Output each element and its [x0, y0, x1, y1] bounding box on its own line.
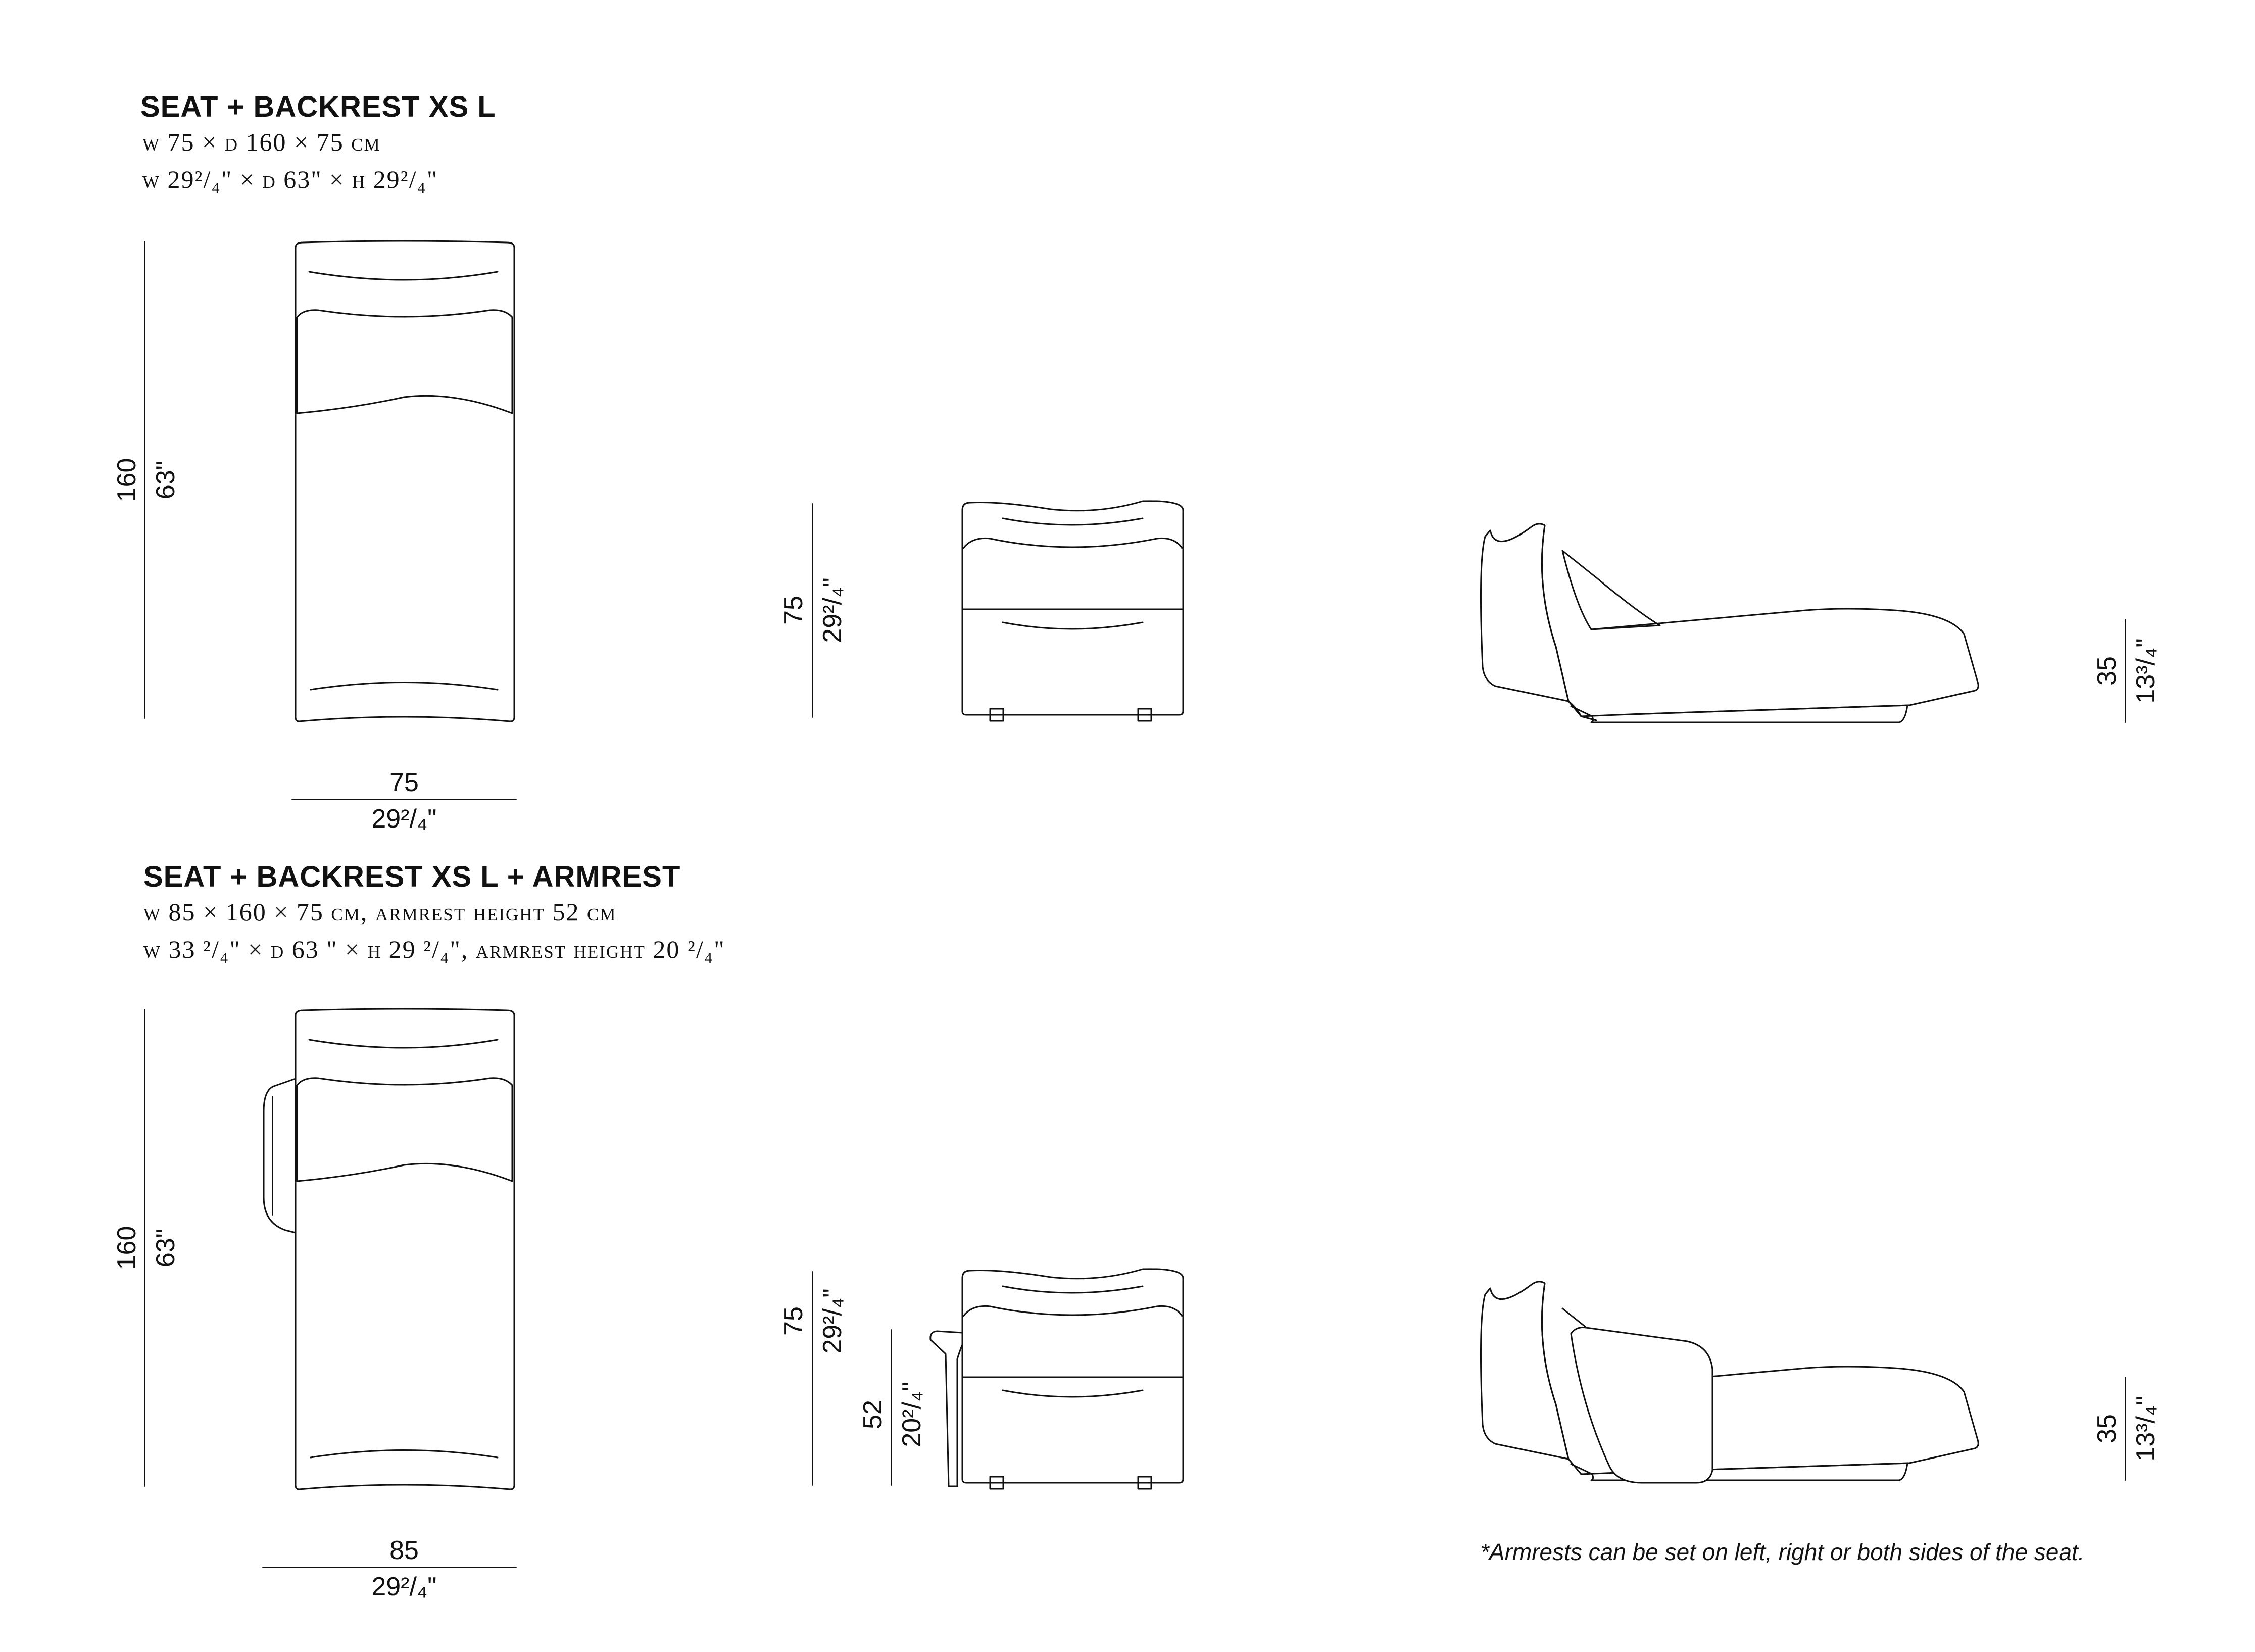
section1-spec-imperial: w 29²/₄" × d 63" × h 29²/₄" — [142, 165, 438, 193]
s2-top-depth-in: 63" — [151, 1228, 180, 1268]
s1-front-height-in: 29²/₄" — [818, 577, 847, 643]
section2-title: SEAT + BACKREST XS L + ARMREST — [143, 860, 681, 893]
s2-front-view — [930, 1269, 1183, 1489]
s1-top-depth-in: 63" — [151, 460, 180, 500]
s1-side-height-cm: 35 — [2092, 656, 2122, 686]
s2-top-width-cm: 85 — [389, 1536, 419, 1565]
s2-top-view — [264, 1009, 514, 1489]
section2-spec-metric: w 85 × 160 × 75 cm, armrest height 52 cm — [143, 898, 617, 926]
s2-front-height-in: 29²/₄" — [818, 1288, 847, 1354]
s1-front-view — [962, 501, 1183, 721]
section1-title: SEAT + BACKREST XS L — [140, 90, 496, 123]
section1-spec-metric: w 75 × d 160 × 75 cm — [142, 128, 381, 156]
s2-front-height-cm: 75 — [779, 1306, 808, 1336]
s1-side-height-in: 13³/₄" — [2131, 638, 2161, 704]
s2-armrest-height-cm: 52 — [858, 1400, 888, 1429]
s1-top-depth-cm: 160 — [112, 458, 141, 502]
s2-side-view — [1481, 1282, 1978, 1483]
s2-top-depth-cm: 160 — [112, 1226, 141, 1270]
s2-armrest-height-in: 20²/₄" — [897, 1382, 926, 1447]
section2-spec-imperial: w 33 ²/₄" × d 63 " × h 29 ²/₄", armrest height 20 ²/₄" — [143, 935, 725, 963]
s1-front-height-cm: 75 — [779, 596, 808, 625]
s2-side-height-cm: 35 — [2092, 1414, 2122, 1443]
s2-side-height-in: 13³/₄" — [2131, 1396, 2161, 1462]
s1-top-view — [296, 241, 514, 721]
s1-top-width-cm: 75 — [389, 768, 419, 797]
s1-top-width-in: 29²/₄" — [371, 804, 437, 834]
armrest-footnote: *Armrests can be set on left, right or both sides of the seat. — [1480, 1539, 2085, 1565]
s2-top-width-in: 29²/₄" — [371, 1572, 437, 1601]
s1-side-view — [1481, 524, 1978, 722]
